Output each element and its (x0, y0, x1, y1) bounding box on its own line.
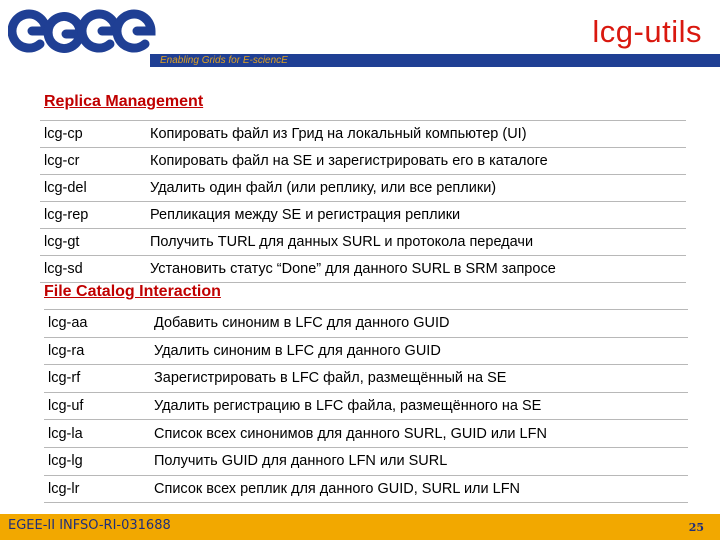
command-name: lcg-ra (44, 337, 148, 365)
header-band (160, 0, 720, 54)
table-row (44, 447, 688, 475)
page-number: 25 (688, 521, 704, 534)
command-name: lcg-la (44, 420, 148, 448)
command-name: lcg-rep (40, 202, 144, 229)
command-name: lcg-gt (40, 229, 144, 256)
command-description: Удалить синоним в LFC для данного GUID (148, 337, 688, 365)
table-row (40, 175, 686, 202)
command-name: lcg-sd (40, 256, 144, 283)
replica-management-table (40, 120, 686, 283)
command-name: lcg-del (40, 175, 144, 202)
command-description: Удалить один файл (или реплику, или все реплики) (144, 175, 686, 202)
command-name: lcg-rf (44, 365, 148, 393)
table-row (40, 229, 686, 256)
table-row (44, 337, 688, 365)
table-row (40, 121, 686, 148)
table-row (40, 256, 686, 283)
command-description: Получить TURL для данных SURL и протокола передачи (144, 229, 686, 256)
command-name: lcg-lr (44, 475, 148, 503)
command-description: Список всех реплик для данного GUID, SURL или LFN (148, 475, 688, 503)
tagline: Enabling Grids for E-sciencE (160, 55, 288, 66)
command-name: lcg-lg (44, 447, 148, 475)
command-name: lcg-cp (40, 121, 144, 148)
table-row (40, 202, 686, 229)
command-description: Добавить синоним в LFC для данного GUID (148, 310, 688, 338)
table-row (44, 475, 688, 503)
command-description: Удалить регистрацию в LFC файла, размещённого на SE (148, 392, 688, 420)
command-name: lcg-aa (44, 310, 148, 338)
command-description: Копировать файл на SE и зарегистрировать его в каталоге (144, 148, 686, 175)
command-description: Репликация между SE и регистрация реплики (144, 202, 686, 229)
section-title-replica-management: Replica Management (44, 93, 204, 110)
table-row (44, 420, 688, 448)
section-title-file-catalog-interaction: File Catalog Interaction (44, 283, 221, 300)
egee-logo-icon (8, 8, 168, 54)
command-description: Копировать файл из Грид на локальный компьютер (UI) (144, 121, 686, 148)
command-description: Зарегистрировать в LFC файл, размещённый на SE (148, 365, 688, 393)
command-description: Установить статус “Done” для данного SURL в SRM запросе (144, 256, 686, 283)
command-name: lcg-cr (40, 148, 144, 175)
table-row (44, 365, 688, 393)
command-description: Получить GUID для данного LFN или SURL (148, 447, 688, 475)
table-row (44, 310, 688, 338)
page-title: lcg-utils (592, 14, 702, 49)
command-name: lcg-uf (44, 392, 148, 420)
table-row (44, 392, 688, 420)
egee-logo (0, 0, 175, 64)
table-row (40, 148, 686, 175)
command-description: Список всех синонимов для данного SURL, GUID или LFN (148, 420, 688, 448)
file-catalog-table (44, 309, 688, 503)
footer-text: EGEE-II INFSO-RI-031688 (8, 518, 171, 533)
